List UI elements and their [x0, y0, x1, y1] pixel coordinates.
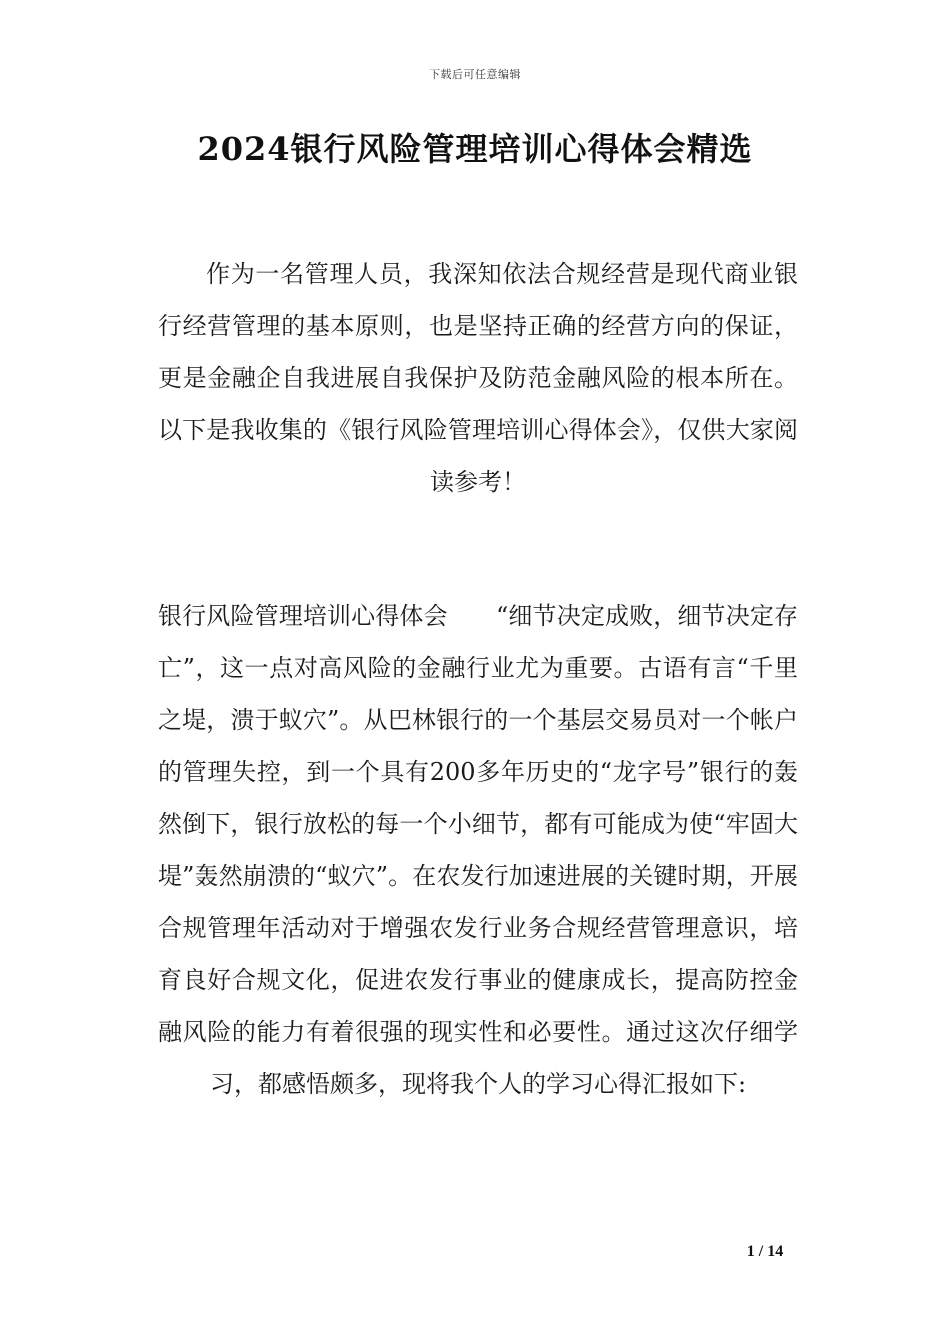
document-title: 2024银行风险管理培训心得体会精选	[197, 130, 753, 168]
body-paragraph: 银行风险管理培训心得体会 “细节决定成败，细节决定存亡”，这一点对高风险的金融行业尤为重要。古语有言“千里之堤，溃于蚁穴”。从巴林银行的一个基层交易员对一个帐户的管理失控，到一个具有200多年历史的“龙字号”银行的轰然倒下，银行放松的每一个小细节，都有可能成为使“牢固大堤”轰然崩溃的“蚁穴”。在农发行加速进展的关键时期，开展合规管理年活动对于增强农发行业务合规经营管理意识，培育良好合规文化，促进农发行事业的健康成长，提高防控金融风险的能力有着很强的现实性和必要性。通过这次仔细学习，都感悟颇多，现将我个人的学习心得汇报如下:	[158, 602, 798, 1098]
intro-paragraph: 作为一名管理人员，我深知依法合规经营是现代商业银行经营管理的基本原则，也是坚持正确的经营方向的保证，更是金融企自我进展自我保护及防范金融风险的根本所在。以下是我收集的《银行风险管理培训心得体会》，仅供大家阅读参考！	[158, 260, 798, 496]
header-note: 下载后可任意编辑	[429, 68, 521, 81]
page-number: 1 / 14	[746, 1243, 784, 1260]
